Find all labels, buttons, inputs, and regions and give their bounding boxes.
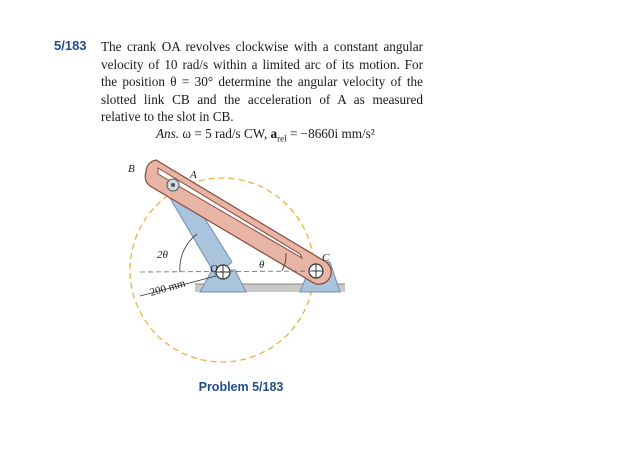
problem-number: 5/183 <box>54 38 87 53</box>
label-radius: 200 mm <box>148 277 187 299</box>
label-c: C <box>322 252 330 264</box>
answer-arel-symbol: a <box>270 126 278 141</box>
label-a: A <box>190 169 197 181</box>
label-theta: θ <box>259 259 265 271</box>
answer-omega: ω = 5 rad/s CW, <box>182 126 268 141</box>
label-2theta: 2θ <box>157 249 168 261</box>
answer-arel-value: = −8660i mm/s² <box>286 126 375 141</box>
pin-a-center <box>171 183 175 187</box>
problem-text: The crank OA revolves clockwise with a constant angular velocity of 10 rad/s within a limited arc of its motion. For the position θ = 30° determine the angular velocity of the slotted link CB and the acceleration of A as measured relative to the slot in CB. <box>101 39 423 124</box>
answer-arel-subscript: rel <box>277 133 287 144</box>
figure-caption: Problem 5/183 <box>198 380 284 394</box>
label-b: B <box>128 163 135 175</box>
label-o: O <box>210 263 218 275</box>
answer-prefix: Ans. <box>156 126 180 141</box>
